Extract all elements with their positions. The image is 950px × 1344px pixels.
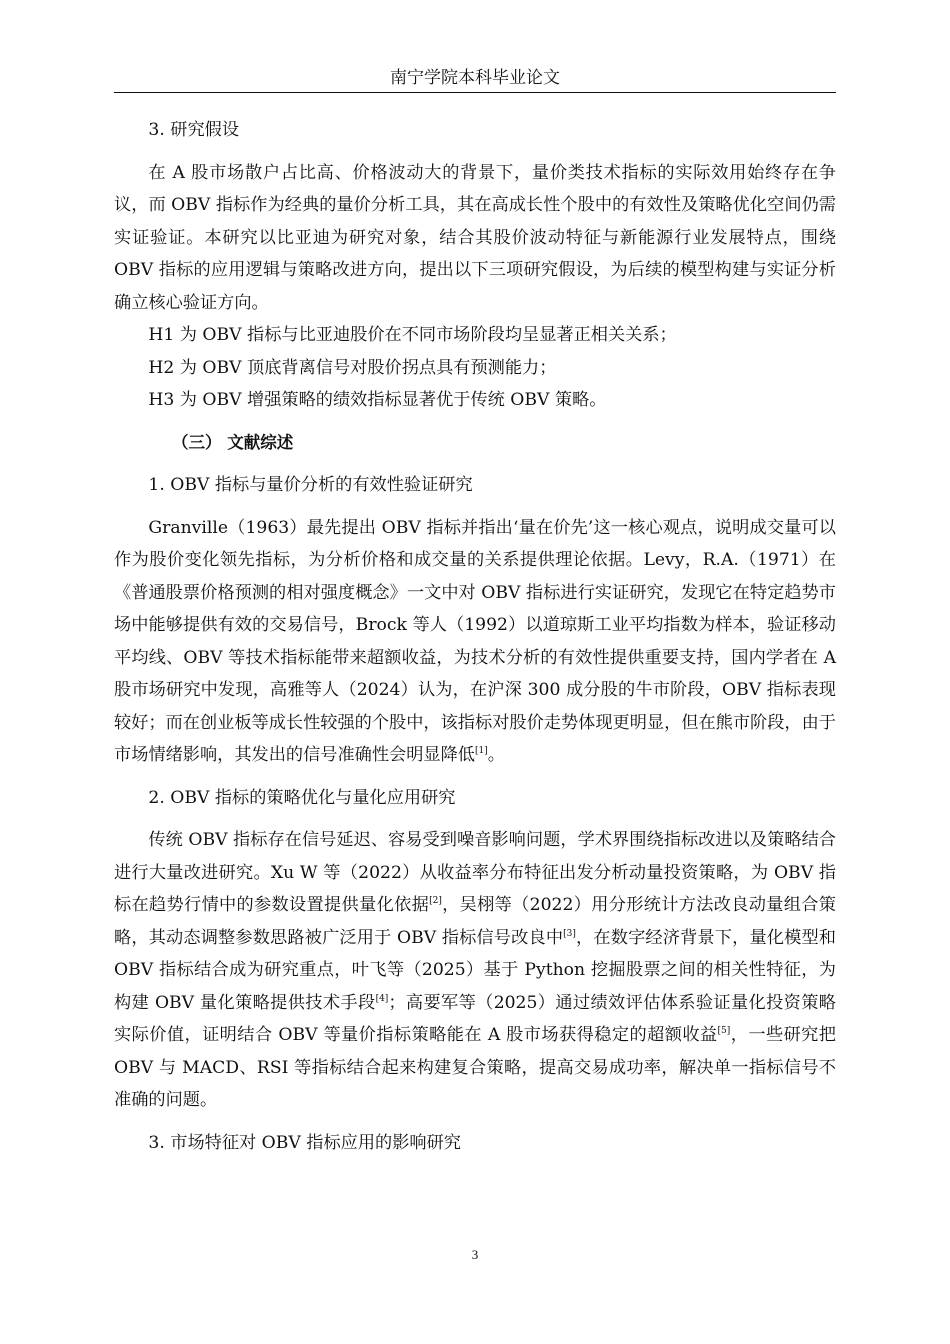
strategy-text-5: ，一些研究把 OBV 与 MACD、RSI 等指标结合起来构建复合策略，提高交易成功率，解决单一指标信号不准确的问题。 — [114, 1025, 836, 1110]
document-body — [114, 114, 836, 1169]
strategy-text-3: ，在数字经济背景下，量化模型和 OBV 指标结合成为研究重点，叶飞等（2025）基于 Python 挖掘股票之间的相关性特征，为构建 OBV 量化策略提供技术手段 — [114, 927, 836, 1013]
hypothesis-h2: H2 为 OBV 顶底背离信号对股价拐点具有预测能力； — [148, 357, 557, 378]
heading-strategy-optimization: 2. OBV 指标的策略优化与量化应用研究 — [148, 787, 456, 808]
paragraph-obv-validity — [114, 512, 836, 772]
citation-2: [2] — [429, 896, 442, 906]
strategy-text-1: 传统 OBV 指标存在信号延迟、容易受到噪音影响问题，学术界围绕指标改进以及策略结合进行大量改进研究。Xu W 等（2022）从收益率分布特征出发分析动量投资策略，为 OBV 指标在趋势行情中的参数设置提供量化依据 — [114, 830, 836, 915]
page-header: 南宁学院本科毕业论文 — [114, 64, 836, 93]
hypothesis-h1: H1 为 OBV 指标与比亚迪股价在不同市场阶段均呈显著正相关关系； — [148, 325, 677, 345]
citation-3: [3] — [563, 928, 576, 939]
paragraph-obv-validity-text: Granville（1963）最先提出 OBV 指标并指出‘量在价先’这一核心观点，说明成交量可以作为股价变化领先指标，为分析价格和成交量的关系提供理论依据。Levy，R.A.（1971）在《普通股票价格预测的相对强度概念》一文中对 OBV 指标进行实证研究，发现它在特定趋势市场中能够提供有效的交易信号，Brock 等人（1992）以道琼斯工业平均指数为样本，验证移动平均线、OBV 等技术指标能带来超额收益，为技术分析的有效性提供重要支持，国内学者在 A 股市场研究中发现，高雅等人（2024）认为，在沪深 300 成分股的牛市阶段，OBV 指标表现较好；而在创业板等成长性较强的个股中，该指标对股价走势体现更明显，但在熊市阶段，由于市场情绪影响，其发出的信号准确性会明显降低 — [114, 517, 836, 765]
hypothesis-h3: H3 为 OBV 增强策略的绩效指标显著优于传统 OBV 策略。 — [148, 390, 607, 410]
paragraph-end-punct: 。 — [487, 745, 505, 765]
page-number: 3 — [471, 1247, 479, 1262]
heading-obv-validity: 1. OBV 指标与量价分析的有效性验证研究 — [148, 475, 473, 495]
heading-research-hypotheses: 3. 研究假设 — [148, 120, 240, 140]
heading-literature-review: （三） 文献综述 — [172, 432, 294, 452]
citation-1: [1] — [474, 746, 488, 756]
hypotheses-intro-paragraph: 在 A 股市场散户占比高、价格波动大的背景下，量价类技术指标的实际效用始终存在争议，而 OBV 指标作为经典的量价分析工具，其在高成长性个股中的有效性及策略优化空间仍需实证验证。本研究以比亚迪为研究对象，结合其股价波动特征与新能源行业发展特点，围绕 OBV 指标的应用逻辑与策略改进方向，提出以下三项研究假设，为后续的模型构建与实证分析确立核心验证方向。 — [114, 162, 836, 313]
strategy-text-2: ，吴栩等（2022）用分形统计方法改良动量组合策略，其动态调整参数思路被广泛用于 OBV 指标信号改良中 — [114, 895, 836, 948]
heading-market-characteristics: 3. 市场特征对 OBV 指标应用的影响研究 — [148, 1132, 461, 1153]
strategy-text-4: ；高要军等（2025）通过绩效评估体系验证量化投资策略实际价值，证明结合 OBV 等量价指标策略能在 A 股市场获得稳定的超额收益 — [114, 992, 836, 1045]
citation-5: [5] — [717, 1026, 731, 1036]
paragraph-strategy-optimization — [114, 824, 836, 1117]
citation-4: [4] — [375, 993, 389, 1004]
